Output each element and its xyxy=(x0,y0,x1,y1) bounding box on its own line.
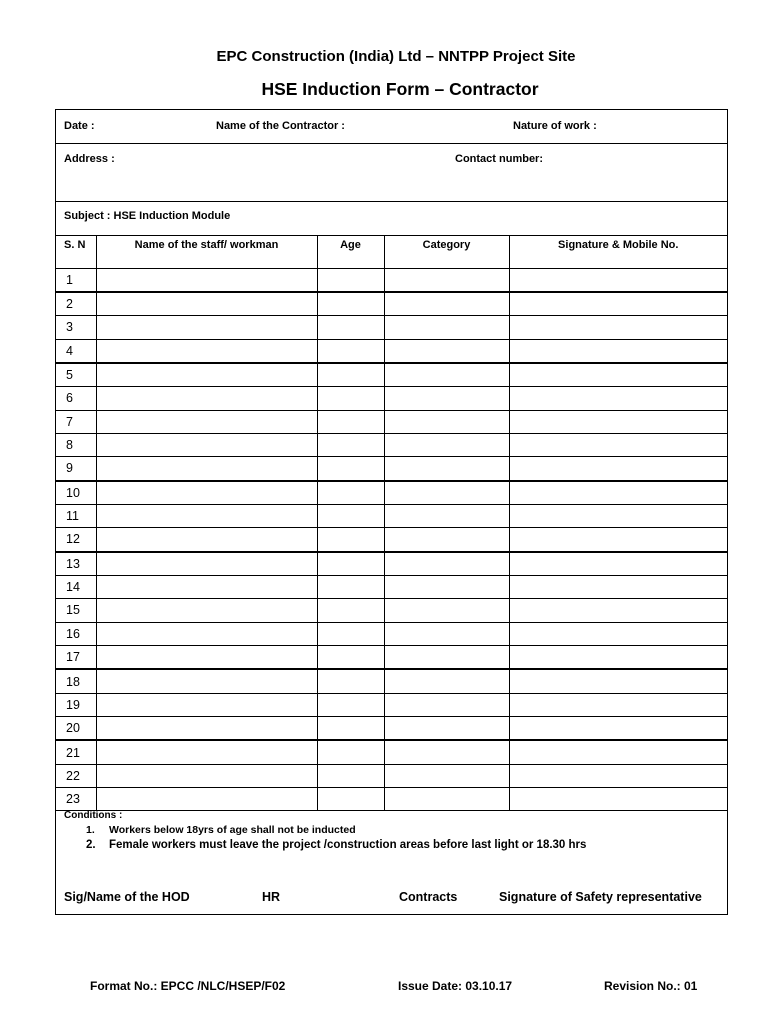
cell-sn: 1 xyxy=(56,268,96,292)
cell-signature[interactable] xyxy=(509,669,727,693)
cell-sn: 3 xyxy=(56,316,96,339)
table-row xyxy=(56,504,727,527)
table-row xyxy=(56,693,727,716)
table-row xyxy=(56,410,727,433)
cell-age[interactable] xyxy=(317,363,384,387)
nature-of-work-label: Nature of work : xyxy=(513,120,597,132)
cell-signature[interactable] xyxy=(509,387,727,410)
cell-name[interactable] xyxy=(96,339,317,363)
cell-category[interactable] xyxy=(384,268,509,292)
cell-category[interactable] xyxy=(384,316,509,339)
cell-signature[interactable] xyxy=(509,764,727,787)
cell-signature[interactable] xyxy=(509,622,727,645)
cell-signature[interactable] xyxy=(509,740,727,764)
cell-sn: 10 xyxy=(56,481,96,505)
cell-category[interactable] xyxy=(384,669,509,693)
cell-category[interactable] xyxy=(384,387,509,410)
issue-date: Issue Date: 03.10.17 xyxy=(398,979,513,993)
cell-age[interactable] xyxy=(317,457,384,481)
cell-sn: 22 xyxy=(56,764,96,787)
cell-category[interactable] xyxy=(384,646,509,670)
revision-number: Revision No.: 01 xyxy=(604,979,698,993)
cell-category[interactable] xyxy=(384,504,509,527)
cell-signature[interactable] xyxy=(509,339,727,363)
cell-name[interactable] xyxy=(96,646,317,670)
cell-sn: 18 xyxy=(56,669,96,693)
cell-category[interactable] xyxy=(384,481,509,505)
cell-name[interactable] xyxy=(96,717,317,741)
cell-signature[interactable] xyxy=(509,646,727,670)
cell-signature[interactable] xyxy=(509,316,727,339)
cell-age[interactable] xyxy=(317,740,384,764)
cell-signature[interactable] xyxy=(509,599,727,622)
cell-name[interactable] xyxy=(96,575,317,598)
cell-signature[interactable] xyxy=(509,717,727,741)
cell-name[interactable] xyxy=(96,764,317,787)
cell-sn: 14 xyxy=(56,575,96,598)
cell-signature[interactable] xyxy=(509,457,727,481)
table-row xyxy=(56,599,727,622)
cell-category[interactable] xyxy=(384,575,509,598)
cell-name[interactable] xyxy=(96,599,317,622)
cell-signature[interactable] xyxy=(509,433,727,456)
subject-row xyxy=(56,202,727,236)
cell-age[interactable] xyxy=(317,646,384,670)
cell-age[interactable] xyxy=(317,575,384,598)
staff-table xyxy=(56,235,727,811)
table-row xyxy=(56,457,727,481)
cell-sn: 21 xyxy=(56,740,96,764)
cell-name[interactable] xyxy=(96,669,317,693)
cell-name[interactable] xyxy=(96,552,317,576)
cell-name[interactable] xyxy=(96,481,317,505)
cell-category[interactable] xyxy=(384,457,509,481)
cell-sn: 13 xyxy=(56,552,96,576)
cell-category[interactable] xyxy=(384,363,509,387)
safety-signature-label: Signature of Safety representative xyxy=(499,890,702,904)
cell-age[interactable] xyxy=(317,552,384,576)
col-header-name: Name of the staff/ workman xyxy=(96,235,317,268)
cell-category[interactable] xyxy=(384,410,509,433)
cell-category[interactable] xyxy=(384,339,509,363)
cell-sn: 23 xyxy=(56,788,96,811)
cell-signature[interactable] xyxy=(509,363,727,387)
cell-category[interactable] xyxy=(384,552,509,576)
contact-number-label: Contact number: xyxy=(455,153,543,165)
cell-category[interactable] xyxy=(384,717,509,741)
cell-age[interactable] xyxy=(317,504,384,527)
cell-category[interactable] xyxy=(384,433,509,456)
cell-age[interactable] xyxy=(317,669,384,693)
cell-name[interactable] xyxy=(96,363,317,387)
cell-age[interactable] xyxy=(317,410,384,433)
cell-signature[interactable] xyxy=(509,410,727,433)
cell-age[interactable] xyxy=(317,433,384,456)
table-row xyxy=(56,363,727,387)
table-row xyxy=(56,339,727,363)
col-header-sn: S. N xyxy=(56,235,96,268)
cell-sn: 2 xyxy=(56,292,96,316)
table-row xyxy=(56,552,727,576)
cell-category[interactable] xyxy=(384,292,509,316)
cell-age[interactable] xyxy=(317,387,384,410)
cell-name[interactable] xyxy=(96,433,317,456)
table-row xyxy=(56,764,727,787)
cell-signature[interactable] xyxy=(509,528,727,552)
cell-sn: 16 xyxy=(56,622,96,645)
table-row xyxy=(56,717,727,741)
cell-sn: 20 xyxy=(56,717,96,741)
table-row xyxy=(56,622,727,645)
cell-name[interactable] xyxy=(96,292,317,316)
col-header-signature: Signature & Mobile No. xyxy=(509,235,727,268)
cell-signature[interactable] xyxy=(509,552,727,576)
cell-category[interactable] xyxy=(384,622,509,645)
date-label: Date : xyxy=(64,120,95,132)
cell-sn: 15 xyxy=(56,599,96,622)
table-header-row xyxy=(56,235,727,268)
cell-age[interactable] xyxy=(317,528,384,552)
cell-sn: 5 xyxy=(56,363,96,387)
cell-age[interactable] xyxy=(317,764,384,787)
address-row xyxy=(56,144,727,202)
table-row xyxy=(56,292,727,316)
table-row xyxy=(56,268,727,292)
col-header-category: Category xyxy=(384,235,509,268)
cell-sn: 6 xyxy=(56,387,96,410)
form-title: HSE Induction Form – Contractor xyxy=(261,79,539,99)
condition-text: Female workers must leave the project /construction areas before last light or 18.30 hrs xyxy=(109,839,587,851)
cell-signature[interactable] xyxy=(509,292,727,316)
table-row xyxy=(56,528,727,552)
condition-text: Workers below 18yrs of age shall not be inducted xyxy=(109,824,356,836)
cell-sn: 19 xyxy=(56,693,96,716)
cell-sn: 4 xyxy=(56,339,96,363)
table-row xyxy=(56,575,727,598)
cell-name[interactable] xyxy=(96,622,317,645)
cell-name[interactable] xyxy=(96,268,317,292)
cell-age[interactable] xyxy=(317,599,384,622)
table-row xyxy=(56,433,727,456)
address-label: Address : xyxy=(64,153,115,165)
table-row xyxy=(56,387,727,410)
company-title: EPC Construction (India) Ltd – NNTPP Project Site xyxy=(216,48,576,65)
table-row xyxy=(56,740,727,764)
cell-name[interactable] xyxy=(96,457,317,481)
cell-signature[interactable] xyxy=(509,268,727,292)
cell-name[interactable] xyxy=(96,387,317,410)
col-header-age: Age xyxy=(317,235,384,268)
contractor-label: Name of the Contractor : xyxy=(216,120,345,132)
table-row xyxy=(56,669,727,693)
condition-number: 1. xyxy=(86,824,95,836)
cell-sn: 8 xyxy=(56,433,96,456)
cell-age[interactable] xyxy=(317,693,384,716)
cell-name[interactable] xyxy=(96,316,317,339)
cell-sn: 12 xyxy=(56,528,96,552)
cell-age[interactable] xyxy=(317,339,384,363)
cell-name[interactable] xyxy=(96,528,317,552)
cell-sn: 7 xyxy=(56,410,96,433)
cell-signature[interactable] xyxy=(509,575,727,598)
cell-age[interactable] xyxy=(317,717,384,741)
cell-category[interactable] xyxy=(384,693,509,716)
cell-sn: 9 xyxy=(56,457,96,481)
cell-category[interactable] xyxy=(384,528,509,552)
cell-age[interactable] xyxy=(317,622,384,645)
hr-signature-label: HR xyxy=(262,890,281,904)
cell-category[interactable] xyxy=(384,764,509,787)
cell-name[interactable] xyxy=(96,693,317,716)
cell-age[interactable] xyxy=(317,481,384,505)
cell-signature[interactable] xyxy=(509,481,727,505)
cell-age[interactable] xyxy=(317,268,384,292)
table-row xyxy=(56,316,727,339)
table-row xyxy=(56,646,727,670)
contracts-signature-label: Contracts xyxy=(399,890,458,904)
date-row xyxy=(56,110,727,144)
cell-age[interactable] xyxy=(317,316,384,339)
condition-number: 2. xyxy=(86,839,96,851)
cell-name[interactable] xyxy=(96,504,317,527)
hod-signature-label: Sig/Name of the HOD xyxy=(64,890,190,904)
cell-sn: 11 xyxy=(56,504,96,527)
induction-form xyxy=(55,109,728,915)
cell-name[interactable] xyxy=(96,410,317,433)
table-row xyxy=(56,481,727,505)
format-number: Format No.: EPCC /NLC/HSEP/F02 xyxy=(90,979,286,993)
cell-name[interactable] xyxy=(96,740,317,764)
cell-category[interactable] xyxy=(384,599,509,622)
conditions-title: Conditions : xyxy=(64,810,123,821)
cell-signature[interactable] xyxy=(509,504,727,527)
cell-sn: 17 xyxy=(56,646,96,670)
cell-signature[interactable] xyxy=(509,693,727,716)
cell-category[interactable] xyxy=(384,740,509,764)
cell-age[interactable] xyxy=(317,292,384,316)
subject-label: Subject : HSE Induction Module xyxy=(64,210,231,222)
